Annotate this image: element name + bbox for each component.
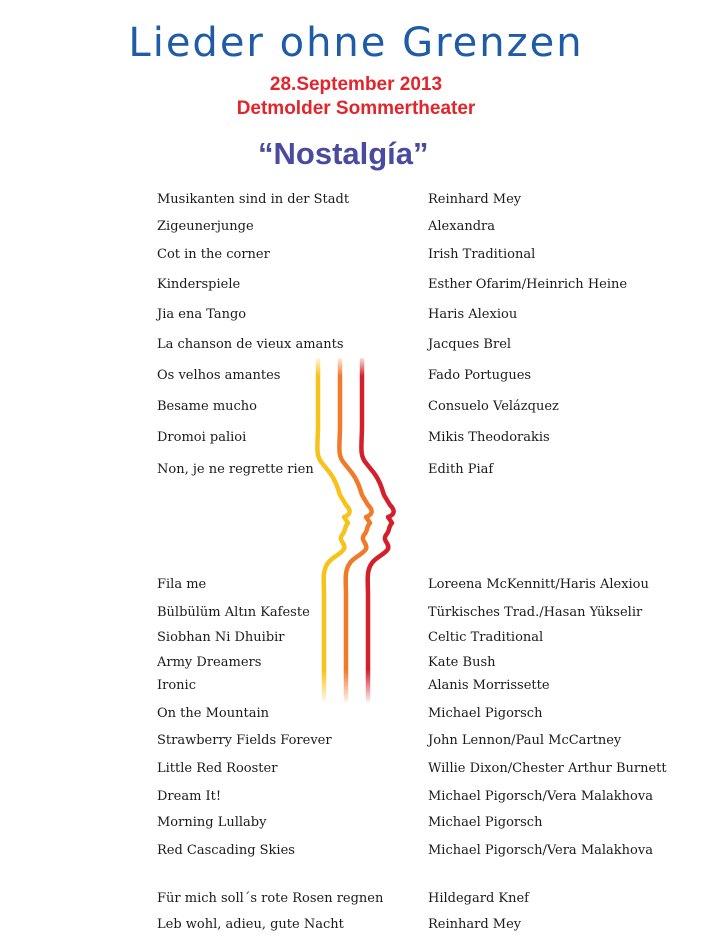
setlist-song-title: Red Cascading Skies <box>157 843 295 858</box>
setlist-artist: Alanis Morrissette <box>428 678 550 693</box>
setlist-song-title: Musikanten sind in der Stadt <box>157 192 350 207</box>
setlist-song-title: Dream It! <box>157 789 222 804</box>
setlist-artist: Michael Pigorsch/Vera Malakhova <box>428 789 653 804</box>
setlist-song-title: Strawberry Fields Forever <box>157 733 332 748</box>
setlist-artist: Reinhard Mey <box>428 192 522 207</box>
setlist-artist: Türkisches Trad./Hasan Yükselir <box>428 605 643 620</box>
setlist-artist: Consuelo Velázquez <box>428 399 559 414</box>
page-title: Lieder ohne Grenzen <box>128 20 584 66</box>
program-title: “Nostalgía” <box>258 136 429 171</box>
setlist-song-title: Für mich soll´s rote Rosen regnen <box>157 891 384 906</box>
setlist-song-title: Fila me <box>157 577 207 592</box>
setlist-song-title: Os velhos amantes <box>157 368 281 383</box>
setlist-artist: Mikis Theodorakis <box>428 430 550 445</box>
setlist-song-title: Ironic <box>157 678 196 693</box>
setlist-artist: Haris Alexiou <box>428 307 518 322</box>
setlist-artist: Loreena McKennitt/Haris Alexiou <box>428 577 649 592</box>
setlist-artist: Hildegard Knef <box>428 891 529 906</box>
setlist-song-title: La chanson de vieux amants <box>157 337 344 352</box>
setlist-song-title: Zigeunerjunge <box>157 219 254 234</box>
setlist-song-title: Leb wohl, adieu, gute Nacht <box>157 917 344 932</box>
setlist-song-title: Army Dreamers <box>157 655 262 670</box>
setlist-song-title: On the Mountain <box>157 706 269 721</box>
setlist-artist: Irish Traditional <box>428 247 536 262</box>
setlist-song-title: Cot in the corner <box>157 247 270 262</box>
setlist-artist: Michael Pigorsch/Vera Malakhova <box>428 843 653 858</box>
setlist-song-title: Dromoi palioi <box>157 430 247 445</box>
setlist-artist: Jacques Brel <box>428 337 512 352</box>
setlist-artist: Michael Pigorsch <box>428 815 543 830</box>
three-faces-profile-lines-icon <box>300 355 410 705</box>
setlist-artist: Esther Ofarim/Heinrich Heine <box>428 277 628 292</box>
setlist-artist: Celtic Traditional <box>428 630 544 645</box>
setlist-song-title: Bülbülüm Altın Kafeste <box>157 605 310 620</box>
event-venue: Detmolder Sommertheater <box>236 98 476 119</box>
setlist-song-title: Kinderspiele <box>157 277 241 292</box>
setlist-artist: Edith Piaf <box>428 462 494 477</box>
setlist-artist: Michael Pigorsch <box>428 706 543 721</box>
setlist-artist: Willie Dixon/Chester Arthur Burnett <box>428 761 667 776</box>
setlist-artist: John Lennon/Paul McCartney <box>428 733 622 748</box>
event-date: 28.September 2013 <box>269 74 443 95</box>
setlist-song-title: Besame mucho <box>157 399 258 414</box>
setlist-artist: Kate Bush <box>428 655 496 670</box>
setlist-artist: Reinhard Mey <box>428 917 522 932</box>
setlist-artist: Fado Portugues <box>428 368 532 383</box>
setlist-song-title: Siobhan Ni Dhuibir <box>157 630 285 645</box>
setlist-song-title: Non, je ne regrette rien <box>157 462 314 477</box>
setlist-song-title: Morning Lullaby <box>157 815 267 830</box>
setlist-song-title: Little Red Rooster <box>157 761 278 776</box>
setlist-song-title: Jia ena Tango <box>157 307 247 322</box>
setlist-artist: Alexandra <box>428 219 495 234</box>
